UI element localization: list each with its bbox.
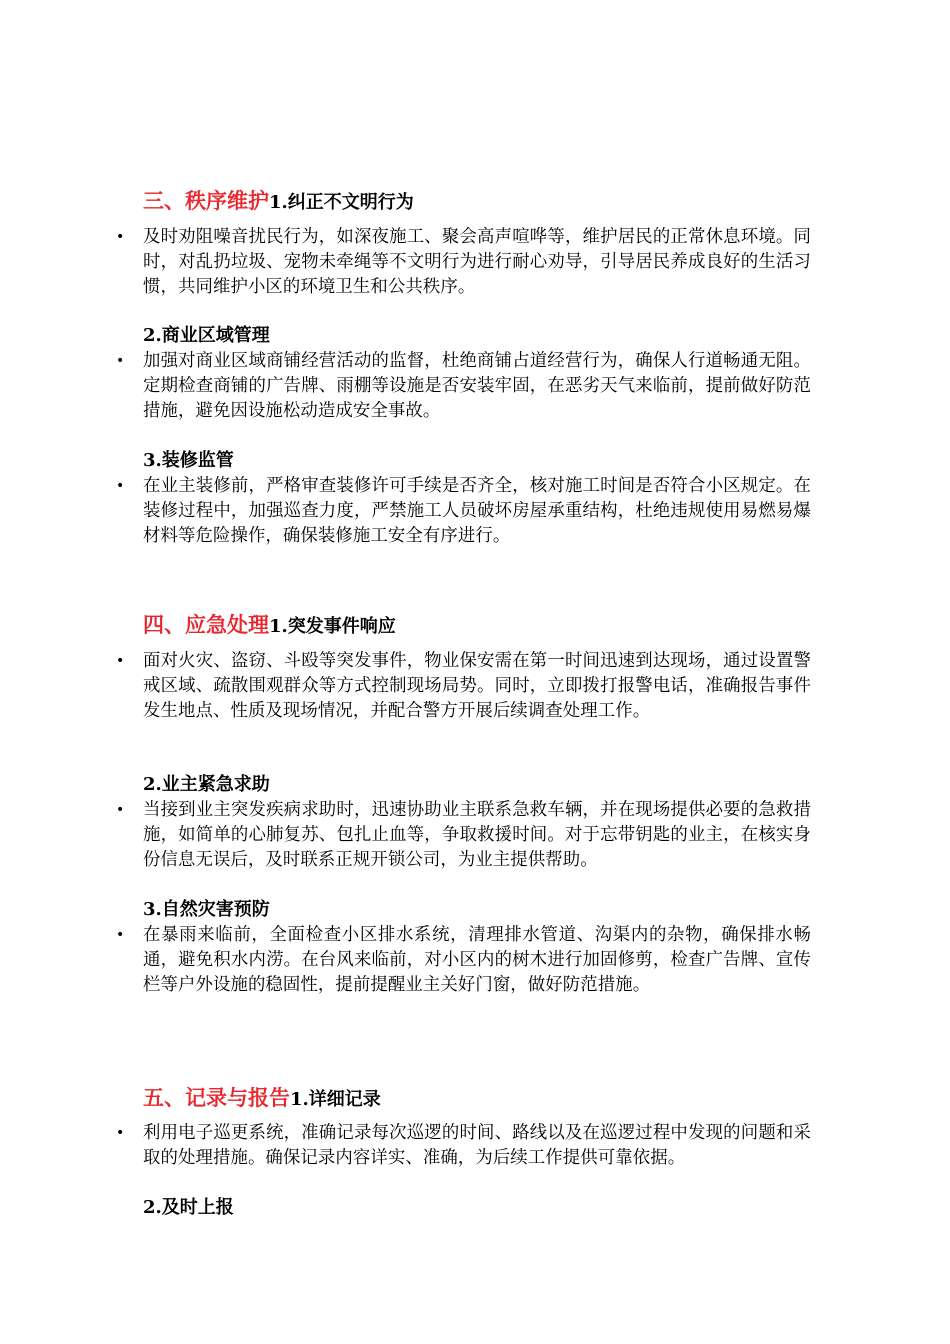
bullet-icon: • — [116, 1125, 125, 1141]
sub-heading: 2.业主紧急求助 — [143, 774, 270, 795]
section-subtitle: 1.突发事件响应 — [269, 616, 396, 637]
list-item — [112, 225, 812, 300]
section-heading — [143, 1083, 381, 1113]
section-title: 五、记录与报告 — [143, 1086, 290, 1110]
list-item — [112, 1121, 812, 1171]
section-title: 三、秩序维护 — [143, 189, 269, 213]
section-heading — [143, 186, 414, 216]
sub-heading: 2.商业区域管理 — [143, 325, 270, 346]
bullet-icon: • — [116, 927, 125, 943]
list-item — [112, 798, 812, 873]
list-item — [112, 649, 812, 749]
bullet-icon: • — [116, 353, 125, 369]
list-item — [112, 349, 812, 424]
paragraph: 利用电子巡更系统，准确记录每次巡逻的时间、路线以及在巡逻过程中发现的问题和采取的处理措施。确保记录内容详实、准确，为后续工作提供可靠依据。 — [143, 1123, 811, 1168]
paragraph: 当接到业主突发疾病求助时，迅速协助业主联系急救车辆，并在现场提供必要的急救措施，如简单的心肺复苏、包扎止血等，争取救援时间。对于忘带钥匙的业主，在核实身份信息无误后，及时联系正规开锁公司，为业主提供帮助。 — [143, 800, 811, 870]
list-item — [112, 923, 812, 1023]
paragraph: 面对火灾、盗窃、斗殴等突发事件，物业保安需在第一时间迅速到达现场，通过设置警戒区域、疏散围观群众等方式控制现场局势。同时，立即拨打报警电话，准确报告事件发生地点、性质及现场情况，并配合警方开展后续调查处理工作。 — [143, 651, 811, 721]
sub-heading: 2.及时上报 — [143, 1197, 234, 1218]
bullet-icon: • — [116, 802, 125, 818]
section-subtitle: 1.详细记录 — [290, 1089, 381, 1110]
list-item — [112, 474, 812, 549]
sub-heading: 3.装修监管 — [143, 450, 234, 471]
sub-heading: 3.自然灾害预防 — [143, 899, 270, 920]
section-heading — [143, 610, 396, 640]
bullet-icon: • — [116, 478, 125, 494]
bullet-icon: • — [116, 653, 125, 669]
paragraph: 加强对商业区域商铺经营活动的监督，杜绝商铺占道经营行为，确保人行道畅通无阻。定期检查商铺的广告牌、雨棚等设施是否安装牢固，在恶劣天气来临前，提前做好防范措施，避免因设施松动造成安全事故。 — [143, 351, 811, 421]
section-subtitle: 1.纠正不文明行为 — [269, 192, 414, 213]
paragraph: 在业主装修前，严格审查装修许可手续是否齐全，核对施工时间是否符合小区规定。在装修过程中，加强巡查力度，严禁施工人员破坏房屋承重结构，杜绝违规使用易燃易爆材料等危险操作，确保装修施工安全有序进行。 — [143, 476, 811, 546]
paragraph: 及时劝阻噪音扰民行为，如深夜施工、聚会高声喧哗等，维护居民的正常休息环境。同时，对乱扔垃圾、宠物未牵绳等不文明行为进行耐心劝导，引导居民养成良好的生活习惯，共同维护小区的环境卫生和公共秩序。 — [143, 227, 811, 297]
paragraph: 在暴雨来临前，全面检查小区排水系统，清理排水管道、沟渠内的杂物，确保排水畅通，避免积水内涝。在台风来临前，对小区内的树木进行加固修剪，检查广告牌、宣传栏等户外设施的稳固性，提前提醒业主关好门窗，做好防范措施。 — [143, 925, 811, 995]
bullet-icon: • — [116, 229, 125, 245]
section-title: 四、应急处理 — [143, 613, 269, 637]
